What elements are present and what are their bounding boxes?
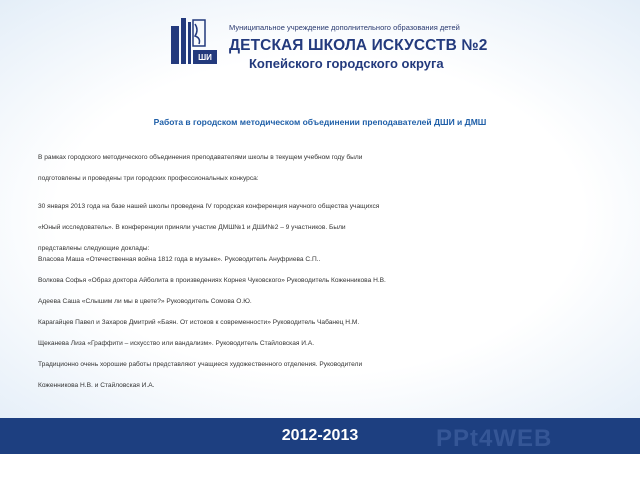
svg-text:ШИ: ШИ bbox=[198, 53, 212, 62]
list-item: Волкова Софья «Образ доктора Айболита в произведениях Корнея Чуковского» Руководитель Коженникова Н.В. bbox=[38, 277, 386, 284]
page-title: Работа в городском методическом объединении преподавателей ДШИ и ДМШ bbox=[153, 117, 487, 127]
paragraph: В рамках городского методического объединения преподавателями школы в текущем учебном году были bbox=[38, 154, 363, 161]
list-item: Щеканева Лиза «Граффити – искусство или вандализм». Руководитель Стайловская И.А. bbox=[38, 340, 315, 347]
paragraph: представлены следующие доклады: bbox=[38, 245, 150, 252]
school-logo bbox=[165, 16, 221, 68]
footer-band bbox=[0, 418, 640, 454]
paragraph: подготовлены и проведены три городских профессиональных конкурса: bbox=[38, 175, 259, 182]
paragraph: 30 января 2013 года на базе нашей школы проведена IV городская конференция научного общества учащихся bbox=[38, 203, 380, 210]
watermark: PPt4WEB bbox=[436, 425, 553, 452]
organization-line: Муниципальное учреждение дополнительного образования детей bbox=[229, 23, 460, 32]
report-body bbox=[38, 152, 578, 391]
paragraph: Коженникова Н.В. и Стайловская И.А. bbox=[38, 382, 155, 389]
list-item: Адеева Саша «Слышим ли мы в цвете?» Руководитель Сомова О.Ю. bbox=[38, 298, 252, 305]
school-name: ДЕТСКАЯ ШКОЛА ИСКУССТВ №2 bbox=[229, 37, 488, 54]
school-header bbox=[165, 16, 495, 80]
list-item: Власова Маша «Отечественная война 1812 года в музыке». Руководитель Ануфриева С.П.. bbox=[38, 256, 321, 263]
district-name: Копейского городского округа bbox=[249, 56, 444, 71]
bottom-strip bbox=[0, 454, 640, 480]
paragraph: Традиционно очень хорошие работы представляют учащиеся художественного отделения. Руководители bbox=[38, 361, 363, 368]
list-item: Карагайцев Павел и Захаров Дмитрий «Баян. От истоков к современности» Руководитель Чабанец Н.М. bbox=[38, 319, 360, 326]
paragraph: «Юный исследователь». В конференции приняли участие ДМШ№1 и ДШИ№2 – 9 участников. Были bbox=[38, 224, 346, 231]
academic-year: 2012-2013 bbox=[281, 427, 359, 444]
